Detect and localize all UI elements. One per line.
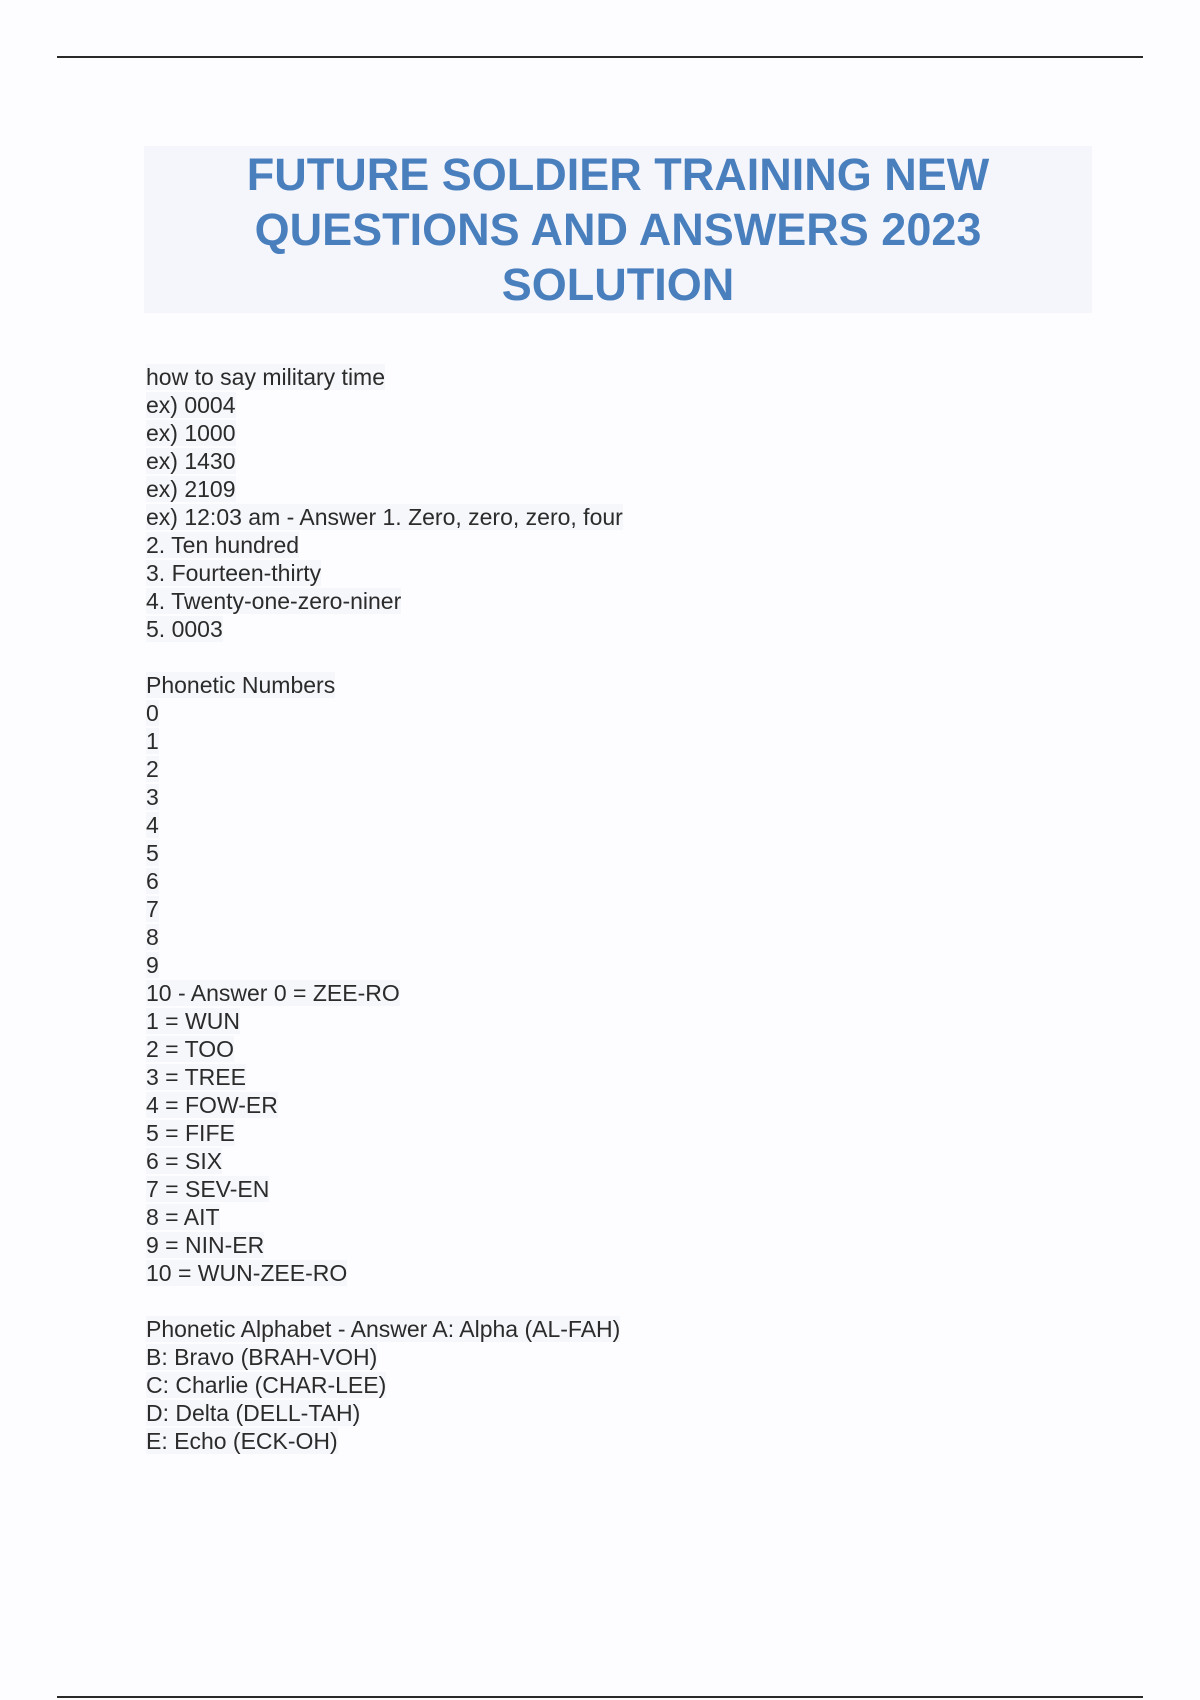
text-line [146, 1231, 1046, 1259]
text-line [146, 1259, 1046, 1287]
text-line [146, 923, 1046, 951]
text-line [146, 391, 1046, 419]
section-military-time [146, 363, 1046, 643]
text-line [146, 699, 1046, 727]
text-line [146, 531, 1046, 559]
text-line [146, 363, 1046, 391]
text-line [146, 1035, 1046, 1063]
text-line-content: 6 = SIX [146, 1148, 223, 1174]
text-line-content: 6 [146, 868, 159, 894]
text-line [146, 1343, 1046, 1371]
text-line-content: 2 [146, 756, 159, 782]
text-line [146, 419, 1046, 447]
section-phonetic-alphabet [146, 1315, 1046, 1455]
text-line [146, 1147, 1046, 1175]
text-line-content: 9 = NIN-ER [146, 1232, 265, 1258]
text-line [146, 475, 1046, 503]
text-line [146, 755, 1046, 783]
text-line-content: 1 = WUN [146, 1008, 240, 1034]
text-line-content: 2. Ten hundred [146, 532, 300, 558]
text-line [146, 811, 1046, 839]
text-line [146, 559, 1046, 587]
text-line [146, 615, 1046, 643]
text-line-content: 8 = AIT [146, 1204, 220, 1230]
text-line-content: 5 = FIFE [146, 1120, 235, 1146]
text-line [146, 867, 1046, 895]
text-line-content: ex) 1430 [146, 448, 236, 474]
text-line [146, 1175, 1046, 1203]
text-line [146, 1427, 1046, 1455]
text-line [146, 1203, 1046, 1231]
text-line-content: 10 = WUN-ZEE-RO [146, 1260, 348, 1286]
text-line-content: 3. Fourteen-thirty [146, 560, 322, 586]
text-line [146, 979, 1046, 1007]
text-line-content: 5. 0003 [146, 616, 223, 642]
text-line-content: 5 [146, 840, 159, 866]
text-line [146, 1007, 1046, 1035]
text-line [146, 1371, 1046, 1399]
section-phonetic-numbers [146, 671, 1046, 1287]
text-line-content: 2 = TOO [146, 1036, 235, 1062]
text-line-content: 4 [146, 812, 159, 838]
text-line [146, 587, 1046, 615]
text-line-content: 8 [146, 924, 159, 950]
text-line-content: ex) 2109 [146, 476, 236, 502]
text-line [146, 447, 1046, 475]
document-body [146, 363, 1046, 1483]
text-line [146, 671, 1046, 699]
text-line-content: B: Bravo (BRAH-VOH) [146, 1344, 378, 1370]
bottom-rule [57, 1696, 1143, 1698]
text-line [146, 1119, 1046, 1147]
text-line-content: ex) 12:03 am - Answer 1. Zero, zero, zero, four [146, 504, 623, 530]
text-line-content: C: Charlie (CHAR-LEE) [146, 1372, 387, 1398]
text-line-content: 1 [146, 728, 159, 754]
text-line [146, 951, 1046, 979]
text-line-content: 4. Twenty-one-zero-niner [146, 588, 402, 614]
text-line [146, 895, 1046, 923]
document-title: FUTURE SOLDIER TRAINING NEW QUESTIONS AND ANSWERS 2023 SOLUTION [246, 149, 990, 310]
text-line-content: 7 = SEV-EN [146, 1176, 270, 1202]
text-line-content: Phonetic Numbers [146, 672, 336, 698]
text-line [146, 1315, 1046, 1343]
text-line-content: 3 [146, 784, 159, 810]
text-line-content: ex) 1000 [146, 420, 236, 446]
text-line [146, 727, 1046, 755]
text-line-content: how to say military time [146, 364, 386, 390]
text-line-content: 10 - Answer 0 = ZEE-RO [146, 980, 400, 1006]
text-line-content: 0 [146, 700, 159, 726]
text-line [146, 783, 1046, 811]
text-line-content: Phonetic Alphabet - Answer A: Alpha (AL-FAH) [146, 1316, 621, 1342]
text-line-content: 4 = FOW-ER [146, 1092, 278, 1118]
text-line [146, 839, 1046, 867]
text-line [146, 503, 1046, 531]
text-line-content: E: Echo (ECK-OH) [146, 1428, 338, 1454]
text-line-content: ex) 0004 [146, 392, 236, 418]
text-line-content: 7 [146, 896, 159, 922]
text-line-content: D: Delta (DELL-TAH) [146, 1400, 361, 1426]
text-line [146, 1091, 1046, 1119]
text-line-content: 3 = TREE [146, 1064, 246, 1090]
text-line-content: 9 [146, 952, 159, 978]
text-line [146, 1063, 1046, 1091]
top-rule [57, 56, 1143, 58]
title-banner [144, 146, 1092, 313]
text-line [146, 1399, 1046, 1427]
